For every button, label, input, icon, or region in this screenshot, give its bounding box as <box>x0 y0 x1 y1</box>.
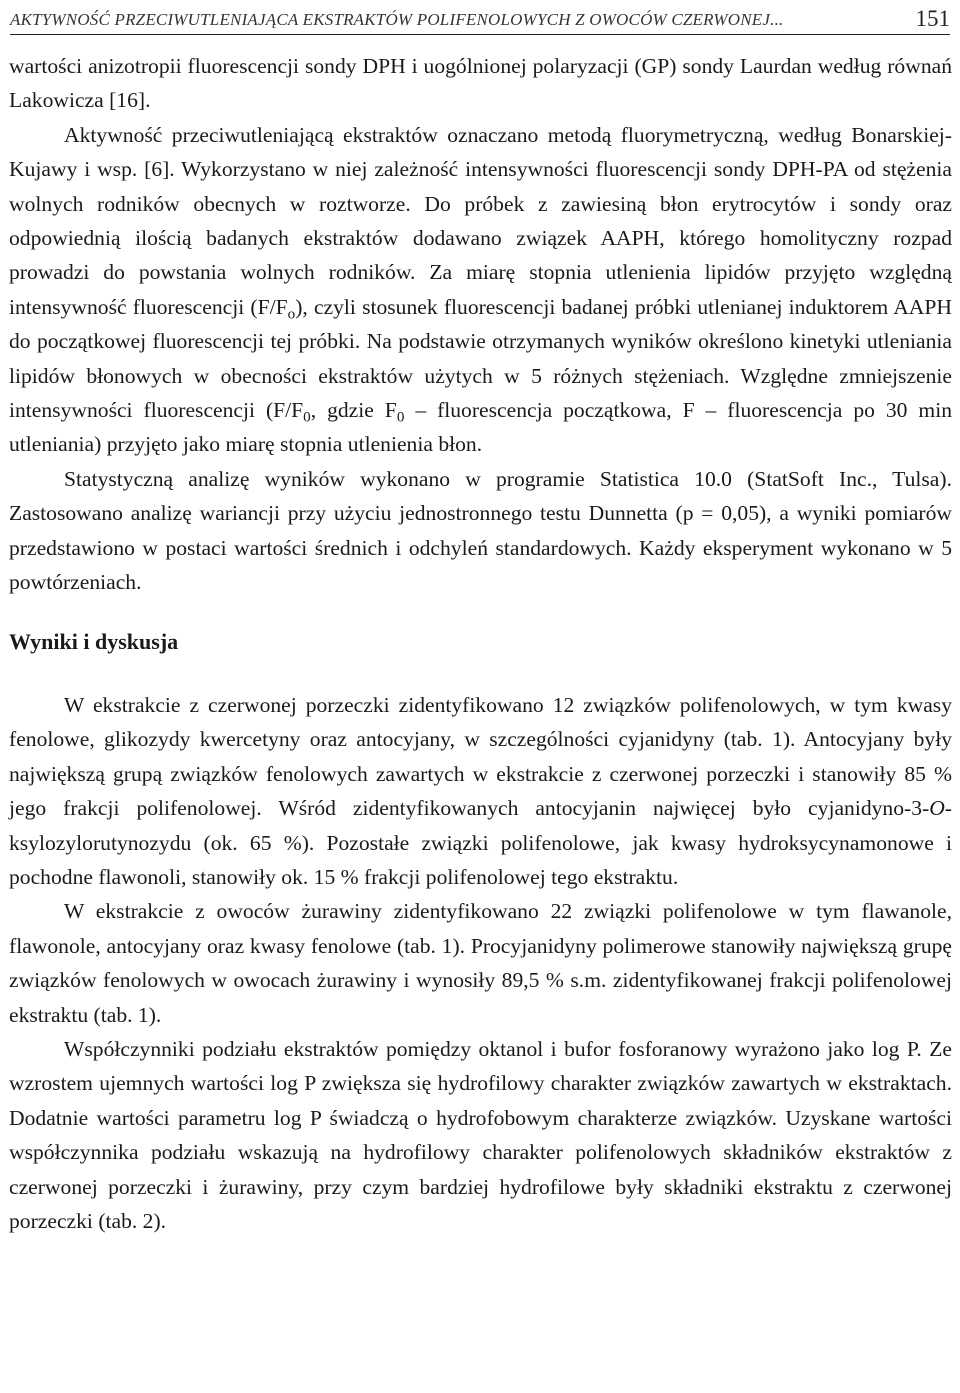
results-p1-part-b: -ksylozylorutynozydu (ok. 65 %). Pozostałe związki polifenolowe, jak kwasy hydroksycynamonowe i pochodne flawonoli, stanowiły ok. 15 % frakcji polifenolowej tego ekstraktu. <box>9 796 952 889</box>
results-paragraph-3 <box>9 1032 952 1238</box>
methods-p2-part-b: ), czyli stosunek fluorescencji badanej próbki utlenianej induktorem AAPH do początkowej fluorescencji tej próbki. Na podstawie otrzymanych wyników określono kinetyki utleniania lipidów błonowych w obecności ekstraktów użytych w 5 różnych stężeniach. Względne zmniejszenie intensywności fluorescencji (F/F <box>9 294 952 423</box>
methods-paragraph-1 <box>9 49 952 118</box>
results-p1-part-a: W ekstrakcie z czerwonej porzeczki zidentyfikowano 12 związków polifenolowych, w tym kwasy fenolowe, glikozydy kwercetyny oraz antocyjany, w szczególności cyjanidyny (tab. 1). Antocyjany były największą grupą związków fenolowych zawartych w ekstrakcie z czerwonej porzeczki i stanowiły 85 % jego frakcji polifenolowej. Wśród zidentyfikowanych antocyjanin najwięcej było cyjanidyno-3- <box>9 692 952 821</box>
subscript-o: o <box>287 306 296 323</box>
italic-o: O <box>929 796 945 821</box>
methods-p2-part-a: Aktywność przeciwutleniającą ekstraktów oznaczano metodą fluorymetryczną, według Bonarskiej-Kujawy i wsp. [6]. Wykorzystano w niej zależność intensywności fluorescencji sondy DPH-PA od stężenia wolnych rodników obecnych w roztworze. Do próbek z zawiesiną błon erytrocytów i sondy oraz odpowiednią ilością badanych ekstraktów dodawano związek AAPH, którego homolityczny rozpad prowadzi do powstania wolnych rodników. Za miarę stopnia utlenienia lipidów przyjęto względną intensywność fluorescencji (F/F <box>9 122 952 319</box>
results-paragraph-1 <box>9 688 952 894</box>
methods-paragraph-2 <box>9 118 952 462</box>
results-paragraph-2 <box>9 894 952 1032</box>
section-heading: Wyniki i dyskusja <box>9 628 179 654</box>
methods-p2-part-d: – fluorescencja początkowa, F – fluorescencja po 30 min utleniania) przyjęto jako miarę stopnia utlenienia błon. <box>9 398 952 457</box>
subscript-zero: 0 <box>303 409 311 426</box>
methods-p2-part-c: , gdzie F <box>310 398 397 423</box>
methods-paragraph-3 <box>9 462 952 600</box>
methods-paragraph-3-text: Statystyczną analizę wyników wykonano w programie Statistica 10.0 (StatSoft Inc., Tulsa). Zastosowano analizę wariancji przy użyciu jednostronnego testu Dunnetta (p = 0,05), a wyniki pomiarów przedstawiono w postaci wartości średnich i odchyleń standardowych. Każdy eksperyment wykonano w 5 powtórzeniach. <box>9 466 952 595</box>
methods-paragraph-1-text: wartości anizotropii fluorescencji sondy DPH i uogólnionej polaryzacji (GP) sondy Laurdan według równań Lakowicza [16]. <box>9 54 952 113</box>
results-paragraph-3-text: Współczynniki podziału ekstraktów pomiędzy oktanol i bufor fosforanowy wyrażono jako log P. Ze wzrostem ujemnych wartości log P zwiększa się hydrofilowy charakter związków zawartych w ekstraktach. Dodatnie wartości parametru log P świadczą o hydrofobowym charakterze związków. Uzyskane wartości współczynnika podziału wskazują na hydrofilowy charakter polifenolowych składników ekstraktów z czerwonej porzeczki i żurawiny, przy czym bardziej hydrofilowe były składniki ekstraktu z czerwonej porzeczki (tab. 2). <box>9 1036 952 1233</box>
subscript-zero: 0 <box>396 409 405 426</box>
page-number: 151 <box>915 6 950 31</box>
running-header <box>10 0 950 35</box>
article-body <box>9 49 952 1238</box>
results-paragraph-2-text: W ekstrakcie z owoców żurawiny zidentyfikowano 22 związki polifenolowe w tym flawanole, flawonole, antocyjany oraz kwasy fenolowe (tab. 1). Procyjanidyny polimerowe stanowiły największą grupę związków fenolowych w owocach żurawiny i wynosiły 89,5 % s.m. zidentyfikowanej frakcji polifenolowej ekstraktu (tab. 1). <box>9 899 952 1027</box>
running-title: AKTYWNOŚĆ PRZECIWUTLENIAJĄCA EKSTRAKTÓW POLIFENOLOWYCH Z OWOCÓW CZERWONEJ... <box>10 10 784 29</box>
